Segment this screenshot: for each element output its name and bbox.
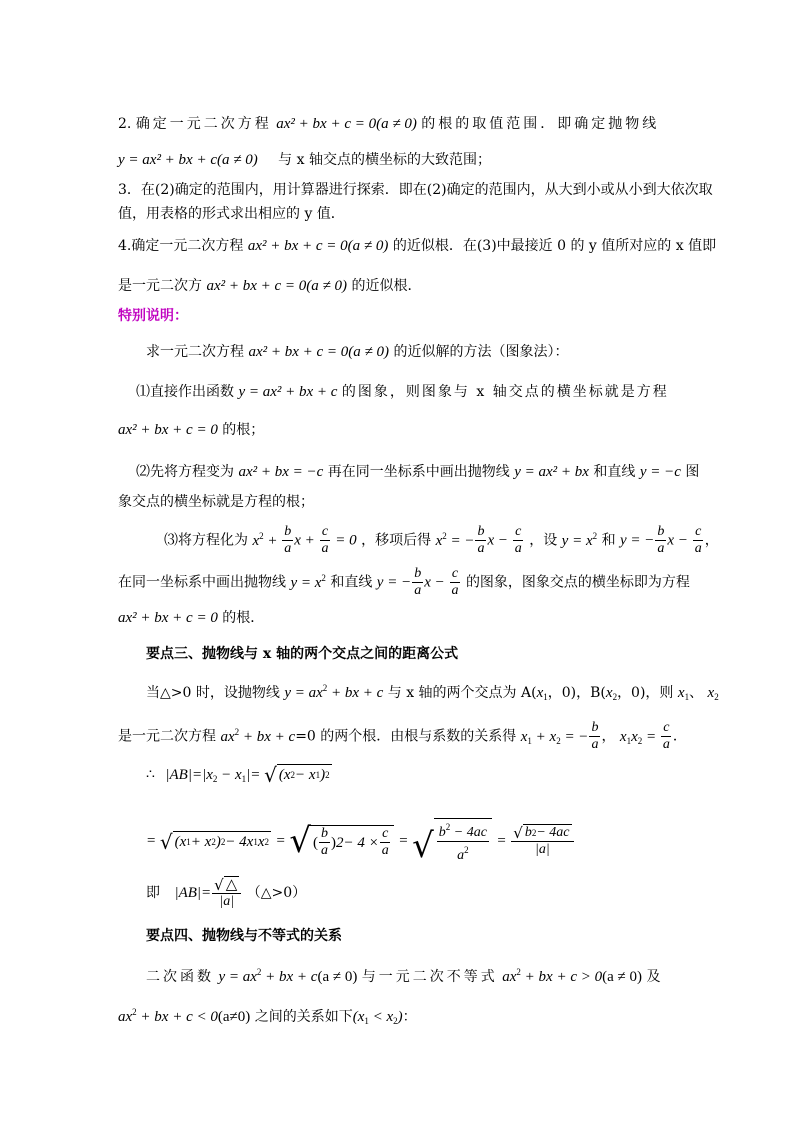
- text: 3．在(2)确定的范围内，用计算器进行探索．即在(2)确定的范围内，从大到小或从小到大依次取: [118, 182, 713, 198]
- special-note-heading: [118, 306, 188, 326]
- text: 和直线: [593, 464, 636, 480]
- distance-line-1: [146, 678, 719, 707]
- text: 及: [646, 969, 661, 985]
- text: 与一元二次不等式: [361, 969, 498, 985]
- fraction: $\frac{c}{a}$: [662, 720, 670, 752]
- text: 求一元二次方程: [146, 344, 244, 360]
- paragraph-step-2-line-2: [118, 150, 491, 170]
- equation: ax² + bx + c = 0(a ≠ 0): [248, 344, 390, 360]
- equation: =: [398, 833, 413, 849]
- fraction: $\frac{c}{a}$: [451, 566, 459, 598]
- equation: $x_1$: [677, 685, 690, 702]
- equation: $x^2$ +: [252, 530, 282, 549]
- text: ，设: [529, 532, 558, 549]
- text: ：: [402, 1009, 417, 1025]
- text: 4.确定一元二次方程: [118, 238, 244, 254]
- fraction: √ b 2 − 4ac |a|: [511, 824, 573, 858]
- method-2-line-2: [118, 492, 314, 512]
- text: 的近似解的方法（图象法）：: [393, 344, 569, 360]
- text: 的根．: [222, 610, 265, 626]
- equation: x −: [487, 532, 512, 549]
- distance-formula-line-1: [146, 764, 332, 789]
- fraction: $\frac{b}{a}$: [477, 524, 485, 556]
- text: 特别说明：: [118, 308, 188, 324]
- fraction: $\frac{b}{a}$: [414, 566, 422, 598]
- text: 的近似根．在(3)中最接近 0 的 y 值所对应的 x 值即: [392, 238, 717, 254]
- equation: ax² + bx + c = 0: [118, 422, 218, 438]
- equation: ax² + bx + c = 0: [118, 610, 218, 626]
- text: ⑶将方程化为: [164, 532, 248, 549]
- equation: $y = ax^2$ + bx + c: [284, 683, 384, 701]
- equation: ax² + bx + c = 0(a ≠ 0): [247, 238, 389, 254]
- equation: y = ax² + bx: [514, 464, 589, 480]
- method-3-line-3: [118, 608, 264, 628]
- section-heading-4: [146, 926, 342, 946]
- square-root: √ ( $\frac{b}{a}$ ) 2 − 4 × $\frac{c}{a}$: [289, 823, 393, 859]
- text: （△>0）: [246, 885, 307, 901]
- equation: $x_1x_2$ =: [619, 728, 660, 746]
- equation: $ax^2$ + bx + c: [220, 726, 296, 745]
- text: ⑵先将方程变为: [136, 464, 234, 480]
- equation: y = −: [376, 574, 412, 591]
- equation: (a ≠ 0): [602, 969, 642, 985]
- fraction: $\frac{c}{a}$: [321, 524, 329, 556]
- text: 与 x 轴的两个交点为 A(: [387, 685, 537, 701]
- distance-formula-line-2: [146, 818, 575, 864]
- method-3-line-2: [118, 566, 690, 599]
- equation: $x^2$ = −: [435, 530, 475, 549]
- text: 和直线: [330, 574, 373, 591]
- equation: ax² + bx + c = 0(a ≠ 0): [276, 116, 417, 132]
- text: 之间的关系如下: [254, 1009, 353, 1025]
- equation: $(x_1 < x_2)$: [352, 1009, 403, 1026]
- equation: y = −c: [639, 464, 681, 480]
- text: 值，用表格的形式求出相应的 y 值．: [118, 206, 345, 222]
- equation: y = ax² + bx + c(a ≠ 0): [118, 152, 258, 168]
- text: ，0)，则: [617, 685, 674, 701]
- text: 的根的取值范围．即确定抛物线: [421, 116, 660, 132]
- equation: =: [275, 833, 290, 849]
- equation: |AB|=: [174, 885, 212, 901]
- text: 的根；: [222, 422, 265, 438]
- text: 即: [146, 885, 160, 901]
- text: 是一元二次方程: [118, 728, 216, 745]
- therefore-symbol: ∴: [146, 766, 155, 783]
- method-2-line-1: [136, 462, 699, 482]
- equation: $x_1$: [536, 685, 548, 702]
- distance-result: [146, 876, 306, 910]
- inequality-line-2: [118, 1002, 417, 1031]
- paragraph-step-2-line-1: [118, 114, 659, 134]
- fraction: $\frac{b}{a}$: [657, 524, 665, 556]
- fraction: √ △ |a|: [212, 876, 241, 910]
- text: 当△>0 时，设抛物线: [146, 685, 280, 701]
- fraction: $\frac{b}{a}$: [284, 524, 292, 556]
- fraction: $\frac{c}{a}$: [694, 524, 702, 556]
- text: ⑴直接作出函数: [136, 384, 234, 400]
- equation: $ax^2$ + bx + c < 0: [118, 1007, 218, 1025]
- text: 的近似根．: [351, 278, 422, 294]
- text: 的图象，图象交点的横坐标即为方程: [465, 574, 690, 591]
- equation: x +: [294, 532, 319, 549]
- step-number: 2.: [118, 116, 132, 132]
- square-root: √ (x 2 − x 1 ) 2: [264, 763, 330, 787]
- distance-line-2: 是一元二次方程 $ax^2$ + bx + c=0 的两个根．由根与系数的关系得 $x_1 + x_2$ = − $\frac{b}{a}$ ， $x_1x_2$ = $\frac{c}{a}$ ．: [118, 720, 687, 752]
- text: 图: [685, 464, 700, 480]
- equation: =: [146, 833, 160, 849]
- equation: y = ax² + bx + c: [238, 384, 338, 400]
- text: =0 的两个根．由根与系数的关系得: [295, 728, 517, 745]
- equation: x −: [667, 532, 692, 549]
- paragraph-step-3-line-1: [118, 180, 713, 200]
- equation: y = −: [620, 532, 655, 549]
- equation: $ax^2$ + bx + c > 0: [502, 967, 603, 985]
- equation: (a ≠ 0): [317, 969, 358, 985]
- equation: ax² + bx = −c: [238, 464, 324, 480]
- text: 和: [601, 532, 616, 549]
- paragraph-step-4-line-1: [118, 236, 716, 256]
- text: 、: [689, 685, 704, 701]
- fraction: $\frac{b}{a}$: [591, 720, 599, 752]
- method-1-line-1: [136, 382, 669, 402]
- equation: (a≠0): [217, 1009, 251, 1025]
- equation: $x_1 + x_2$ = −: [520, 728, 589, 746]
- paragraph-step-3-line-2: [118, 204, 345, 224]
- text: 象交点的横坐标就是方程的根；: [118, 494, 314, 510]
- equation: $x_2$: [707, 685, 719, 702]
- fraction: $\frac{c}{a}$: [514, 524, 522, 556]
- text: 在同一坐标系中画出抛物线: [118, 574, 286, 591]
- text: 再在同一坐标系中画出抛物线: [327, 464, 510, 480]
- inequality-line-1: [146, 962, 660, 987]
- text: 要点四、抛物线与不等式的关系: [146, 928, 342, 944]
- method-1-line-2: [118, 420, 264, 440]
- text: 的图象，则图象与 x 轴交点的横坐标就是方程: [341, 384, 669, 400]
- square-root: √ $\frac{b^2 - 4ac}{a^2}$: [412, 818, 492, 864]
- method-intro: [146, 342, 568, 362]
- equation: = 0: [331, 532, 357, 549]
- paragraph-step-4-line-2: [118, 276, 421, 296]
- text: 二次函数: [146, 969, 214, 985]
- equation: $y = x^2$: [561, 530, 598, 549]
- section-heading-3: [146, 644, 458, 664]
- equation: $x_2$: [605, 685, 618, 702]
- text: 是一元二次方: [118, 278, 202, 294]
- text: 与 x 轴交点的横坐标的大致范围；: [278, 152, 491, 168]
- text: ，0)，B(: [547, 685, 606, 701]
- text: 确定一元二次方程: [135, 116, 272, 132]
- equation: $y = x^2$: [290, 572, 326, 591]
- text: ，移项后得: [361, 532, 432, 549]
- equation: $y = ax^2$ + bx + c: [218, 967, 318, 985]
- method-3-line-1: ⑶将方程化为 $x^2$ + $\frac{b}{a}$ x + $\frac{c}{a}$ = 0 ，移项后得 $x^2$ = − $\frac{b}{a}$ x − $\frac{c}{a}$ ，设 $y = x^2$ 和 y = − $\frac{b}{a}$ x − $\frac{c}{a}$ ，: [164, 524, 719, 556]
- text: 要点三、抛物线与 x 轴的两个交点之间的距离公式: [146, 646, 459, 662]
- equation: x −: [424, 574, 449, 591]
- equation: ax² + bx + c = 0(a ≠ 0): [206, 278, 348, 294]
- square-root: √ (x 1 + x 2 ) 2 − 4x 1 x 2: [159, 829, 270, 854]
- equation: $|AB|=|x_2 - x_1|=$: [165, 766, 265, 784]
- equation: =: [496, 833, 511, 849]
